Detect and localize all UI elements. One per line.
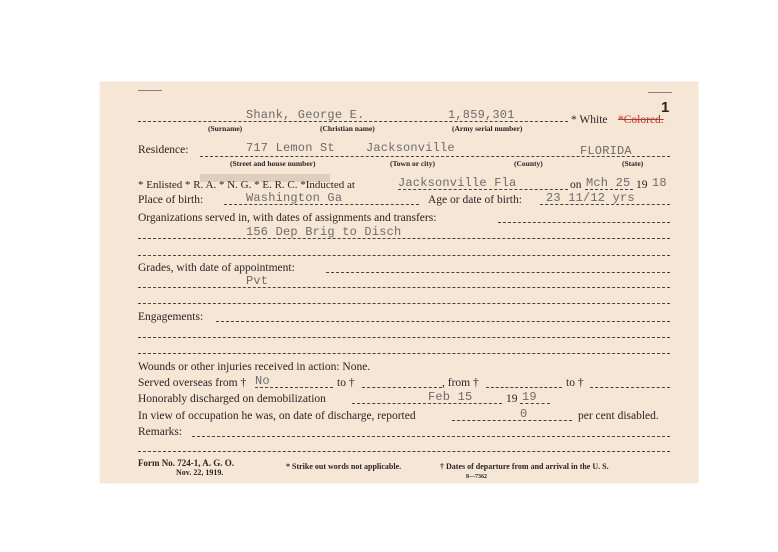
grades-line-2 (138, 303, 670, 304)
grades-value: Pvt (246, 274, 269, 288)
engagements-line-0 (216, 321, 670, 322)
form-date: Nov. 22, 1919. (176, 468, 224, 477)
surname-caption: (Surname) (208, 124, 243, 133)
print-code: 8—7362 (466, 474, 487, 480)
grades-line-0 (326, 272, 670, 273)
overseas-to-label: to † (337, 377, 355, 389)
birth-place: Washington Ga (246, 191, 343, 205)
city-caption: (Town or city) (390, 159, 435, 168)
residence-city: Jacksonville (366, 141, 455, 155)
remarks-line-1 (138, 451, 670, 452)
engagements-line-1 (138, 337, 670, 338)
discharge-year-prefix: 19 (506, 393, 518, 405)
age-label: Age or date of birth: (428, 194, 522, 206)
induction-date-line (585, 189, 633, 190)
age-line (540, 204, 670, 205)
grades-line-1 (138, 287, 670, 288)
serial-number-value: 1,859,301 (448, 108, 515, 122)
overseas-to2-label: to † (566, 377, 584, 389)
colored-text: *Colored. (618, 114, 664, 126)
induction-place: Jacksonville Fla (398, 176, 517, 190)
colored-label (618, 114, 664, 126)
residence-state: FLORIDA (580, 144, 632, 158)
overseas-label: Served overseas from † (138, 377, 247, 389)
organizations-line-2 (138, 255, 670, 256)
form-number: Form No. 724-1, A. G. O. (138, 458, 234, 468)
organizations-line-0 (498, 222, 670, 223)
discharge-date-line (352, 403, 502, 404)
organizations-value: 156 Dep Brig to Disch (246, 225, 402, 239)
induction-year: 18 (652, 176, 667, 190)
top-rule-left (138, 90, 162, 91)
overseas-value: No (255, 374, 270, 388)
on-label: on (570, 179, 582, 191)
disability-line (452, 420, 572, 421)
disability-label: In view of occupation he was, on date of discharge, reported (138, 410, 416, 422)
age-value: 23 11/12 yrs (546, 191, 635, 205)
overseas-to2-line (590, 387, 670, 388)
remarks-line-0 (192, 436, 670, 437)
dates-note: † Dates of departure from and arrival in the U. S. (440, 462, 609, 471)
induction-date: Mch 25 (586, 176, 631, 190)
card-number: 1 (661, 99, 670, 116)
strike-note: * Strike out words not applicable. (286, 462, 402, 471)
serial-caption: (Army serial number) (452, 124, 523, 133)
induction-year-prefix: 19 (636, 179, 648, 191)
organizations-label: Organizations served in, with dates of assignments and transfers: (138, 212, 437, 224)
residence-label: Residence: (138, 144, 189, 156)
engagements-label: Engagements: (138, 311, 204, 323)
birth-place-label: Place of birth: (138, 194, 204, 206)
overseas-from-line (255, 387, 333, 388)
discharge-year-line (520, 403, 550, 404)
white-label: * White (571, 114, 608, 126)
service-record-card (100, 82, 698, 483)
wounds-label: Wounds or other injuries received in action: None. (138, 361, 371, 373)
discharge-label: Honorably discharged on demobilization (138, 393, 326, 405)
christian-caption: (Christian name) (320, 124, 375, 133)
overseas-from2-line (486, 387, 562, 388)
disability-value: 0 (520, 407, 528, 421)
discharge-year: 19 (522, 390, 537, 404)
discharge-date: Feb 15 (428, 390, 473, 404)
street-caption: (Street and house number) (230, 159, 316, 168)
induction-place-line (398, 189, 568, 190)
grades-label: Grades, with date of appointment: (138, 262, 295, 274)
top-rule-right (648, 92, 672, 93)
state-caption: (State) (622, 159, 644, 168)
organizations-line-1 (138, 238, 670, 239)
county-caption: (County) (514, 159, 543, 168)
overseas-to-line (362, 387, 442, 388)
enlisted-label: * Enlisted * R. A. * N. G. * E. R. C. *Inducted at (138, 179, 355, 191)
residence-line (200, 156, 670, 157)
surname-value: Shank, George E. (246, 108, 365, 122)
engagements-line-2 (138, 353, 670, 354)
remarks-label: Remarks: (138, 426, 183, 438)
residence-street: 717 Lemon St (246, 141, 335, 155)
overseas-from2-label: , from † (442, 377, 479, 389)
disability-suffix: per cent disabled. (578, 410, 659, 422)
birth-place-line (224, 204, 419, 205)
name-line (138, 121, 568, 122)
